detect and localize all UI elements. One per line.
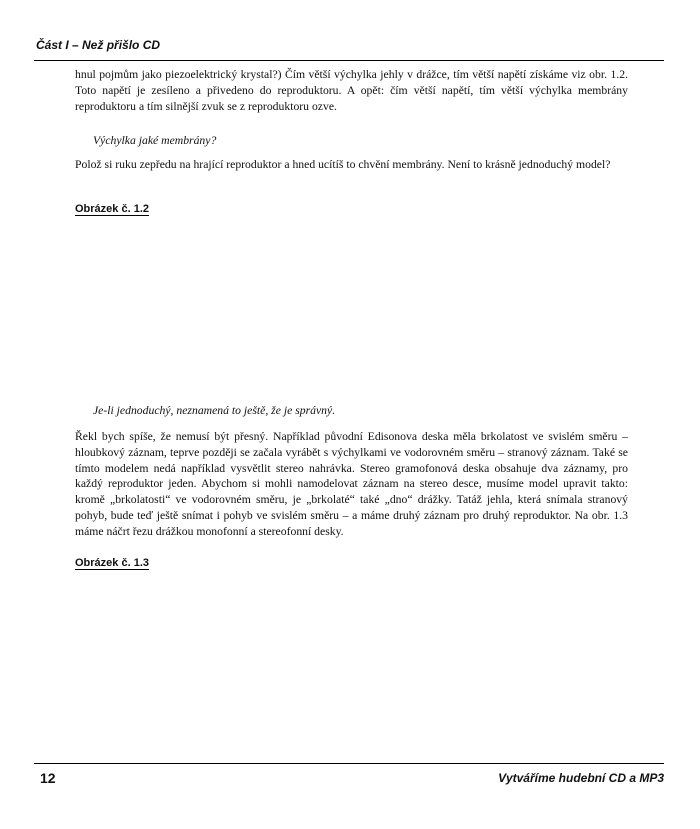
subheading-membrane: Výchylka jaké membrány? bbox=[93, 134, 217, 147]
page-number: 12 bbox=[40, 770, 56, 786]
subheading-correct: Je-li jednoduchý, neznamená to ještě, že je správný. bbox=[93, 404, 336, 417]
paragraph-intro: hnul pojmům jako piezoelektrický krystal?) Čím větší výchylka jehly v drážce, tím větší napětí získáme viz obr. 1.2. Toto napětí je zesíleno a přivedeno do reproduktoru. A opět: čím větší napětí, tím větší výchylka membrány reproduktoru a tím silnější zvuk se z reproduktoru ozve. bbox=[75, 68, 628, 113]
footer-rule bbox=[34, 763, 664, 764]
book-title: Vytváříme hudební CD a MP3 bbox=[498, 771, 664, 785]
figure-1-2-label: Obrázek č. 1.2 bbox=[75, 203, 149, 215]
figure-1-2 bbox=[0, 190, 700, 390]
header-rule bbox=[34, 60, 664, 61]
figure-1-3 bbox=[0, 545, 700, 760]
paragraph-hand: Polož si ruku zepředu na hrající reproduktor a hned ucítíš to chvění membrány. Není to krásně jednoduchý model? bbox=[75, 158, 611, 171]
running-header: Část I – Než přišlo CD bbox=[36, 38, 161, 52]
paragraph-edison: Řekl bych spíše, že nemusí být přesný. Například původní Edisonova deska měla brkolatost ve svislém směru – hloubkový záznam, teprve později se začala vyrábět s výchylkami ve vodorovném směru – stranový záznam. Také se tímto modelem nedá například vysvětlit stereo nahrávka. Stereo gramofonová deska obsahuje dva záznamy, pro každý reproduktor jeden. Abychom si mohli namodelovat záznam na stereo desce, musíme model upravit takto: kromě „brkolatosti“ ve vodorovném směru, je „brkolaté“ také „dno“ drážky. Tatáž jehla, která snímala stranový pohyb, bude teď ještě snímat i pohyb ve svislém směru – a máme druhý záznam pro druhý reproduktor. Na obr. 1.3 máme náčrt řezu drážkou monofonní a stereofonní desky. bbox=[75, 430, 628, 538]
figure-1-3-label: Obrázek č. 1.3 bbox=[75, 557, 149, 569]
